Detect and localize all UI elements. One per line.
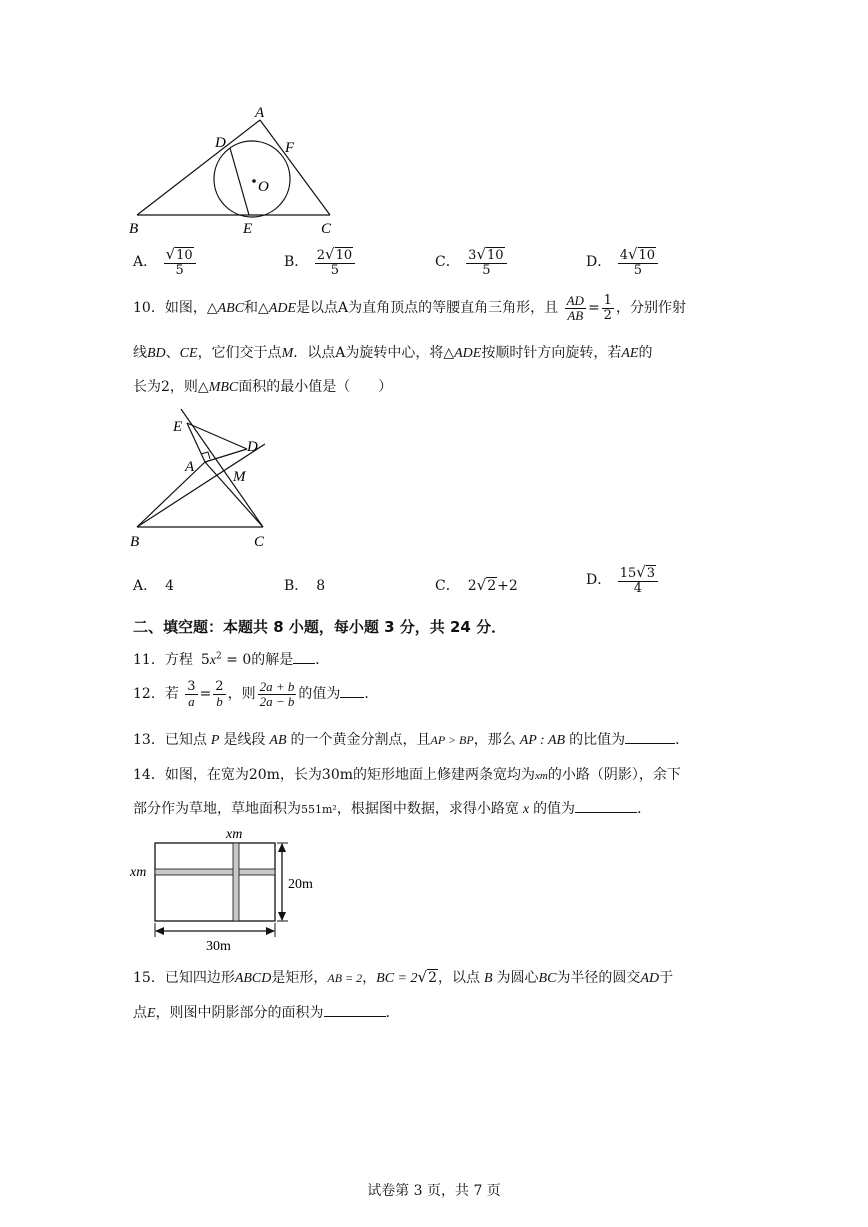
q14-line-2: 部分作为草地，草地面积为551m²，根据图中数据，求得小路宽 x 的值为 ． (133, 798, 651, 818)
label-c: C (321, 221, 332, 237)
field-rect (155, 843, 275, 921)
q10-option-c: C． 2√2+2 (435, 576, 518, 594)
horizontal-path (155, 869, 275, 875)
q10-option-d: D． $\frac{15√3}{4}$ (586, 565, 660, 595)
seg-ed (187, 423, 247, 449)
q10-option-a: A． 4 (133, 578, 175, 594)
q15-line-1: 15．已知四边形ABCD是矩形，AB = 2，BC = 2√2，以点 B 为圆心BC为半径的圆交AD于 (133, 968, 674, 986)
label-d: D (215, 135, 226, 151)
label-e: E (173, 419, 183, 435)
label-f: F (285, 140, 295, 156)
q15-line-2: 点E，则图中阴影部分的面积为 ． (133, 1002, 400, 1022)
arrow-up (278, 843, 286, 852)
arrow-right (266, 927, 275, 935)
page-footer: 试卷第 3 页，共 7 页 (367, 1183, 501, 1199)
q9-figure (125, 105, 355, 240)
seg-ae (187, 423, 205, 462)
center-dot (252, 179, 256, 183)
q12: 12．若 $\frac{3}{a}$ = $\frac{2}{b}$ ，则 $\frac{2a + b}{2a - b}$ 的值为 ． (133, 679, 379, 709)
q13-answer-blank[interactable] (625, 729, 675, 744)
label-b: B (129, 221, 139, 237)
arrow-left (155, 927, 164, 935)
label-bottom-30m: 30m (206, 939, 231, 953)
q11: 11．方程 $5x^2 = 0$的解是 ． (133, 649, 329, 669)
q10-line-1: 10．如图，△ABC和△ADE是以点A为直角顶点的等腰直角三角形，且 $\frac{AD}{AB}$ = $\frac{1}{2}$ ，分别作射 (133, 293, 686, 323)
arrow-down (278, 912, 286, 921)
q9-option-a: A． $\frac{√10}{5}$ (133, 247, 198, 277)
q10-figure (125, 405, 285, 553)
ray-bd (137, 444, 265, 527)
section-heading: 二、填空题：本题共 8 小题，每小题 3 分，共 24 分． (133, 618, 507, 636)
label-top-xm: xm (226, 827, 243, 842)
label-left-xm: xm (130, 865, 147, 880)
q10-line-2: 线BD、CE，它们交于点M．以点A为旋转中心，将△ADE按顺时针方向旋转，若AE的 (133, 345, 653, 361)
q11-answer-blank[interactable] (293, 649, 315, 664)
vertical-path (233, 843, 239, 921)
q9-option-b: B． $\frac{2√10}{5}$ (284, 247, 357, 277)
label-a: A (255, 105, 265, 121)
seg-ab (137, 462, 205, 527)
circle-o (214, 141, 290, 217)
q10-option-b: B． 8 (284, 578, 326, 594)
q12-answer-blank[interactable] (340, 683, 364, 698)
q13: 13．已知点 P 是线段 AB 的一个黄金分割点，且AP > BP，那么 AP : AB 的比值为 ． (133, 729, 689, 749)
q14-line-1: 14．如图，在宽为20m，长为30m的矩形地面上修建两条宽均为xm的小路（阴影），余下 (133, 767, 681, 783)
q9-option-c: C． $\frac{3√10}{5}$ (435, 247, 509, 277)
q10-line-3: 长为2，则△MBC面积的最小值是（ ） (133, 379, 393, 395)
label-c: C (254, 534, 265, 550)
label-right-20m: 20m (288, 877, 313, 892)
q14-answer-blank[interactable] (575, 798, 637, 813)
side-ac (260, 120, 330, 215)
side-ab (137, 120, 260, 215)
label-b: B (130, 534, 140, 550)
label-o: O (258, 179, 269, 195)
label-a: A (185, 459, 195, 475)
q15-answer-blank[interactable] (324, 1002, 386, 1017)
label-e: E (243, 221, 253, 237)
q9-option-d: D． $\frac{4√10}{5}$ (586, 247, 660, 277)
label-m: M (233, 469, 246, 485)
q14-figure (128, 823, 328, 953)
label-d: D (247, 439, 258, 455)
chord-de (230, 148, 249, 215)
